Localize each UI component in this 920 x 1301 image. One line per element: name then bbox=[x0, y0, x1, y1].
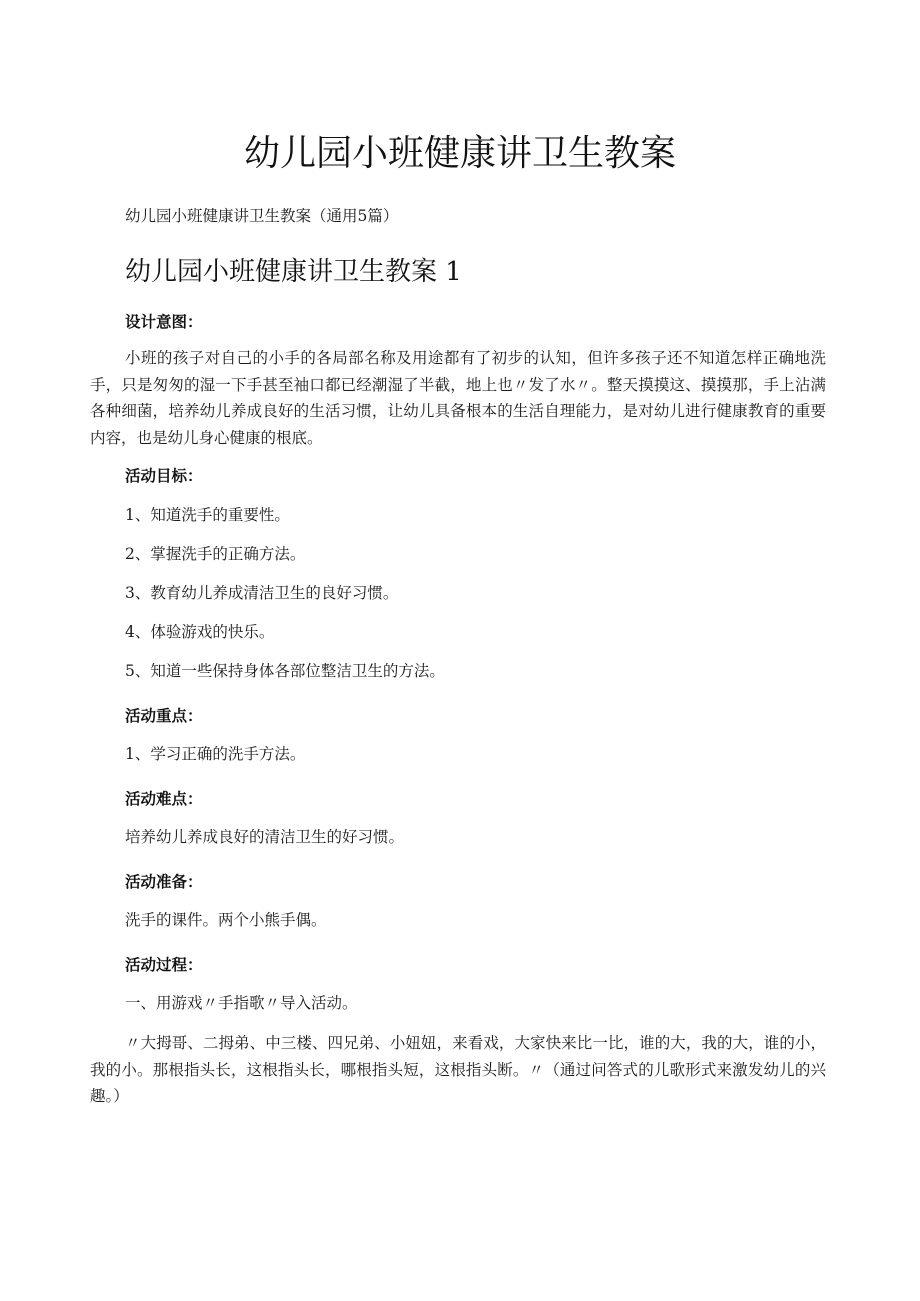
goal-item: 4、体验游戏的快乐。 bbox=[125, 623, 275, 641]
goals-label: 活动目标： bbox=[125, 467, 203, 485]
design-intent-label: 设计意图： bbox=[125, 313, 203, 331]
design-intent-paragraph: 小班的孩子对自己的小手的各局部名称及用途都有了初步的认知，但许多孩子还不知道怎样正确地洗手，只是匆匆的湿一下手甚至袖口都已经潮湿了半截，地上也〃发了水〃。整天摸摸这、摸摸那，手上沾满各种细菌，培养幼儿养成良好的生活习惯，让幼儿具备根本的生活自理能力，是对幼儿进行健康教育的重要内容，也是幼儿身心健康的根底。 bbox=[90, 349, 826, 447]
document-subtitle: 幼儿园小班健康讲卫生教案（通用5篇） bbox=[125, 207, 399, 225]
goal-item: 1、知道洗手的重要性。 bbox=[125, 506, 290, 524]
goal-item: 5、知道一些保持身体各部位整洁卫生的方法。 bbox=[125, 662, 445, 680]
goal-item: 2、掌握洗手的正确方法。 bbox=[125, 545, 306, 563]
section-heading: 幼儿园小班健康讲卫生教案 1 bbox=[125, 257, 462, 287]
process-label: 活动过程： bbox=[125, 956, 203, 974]
key-point-label: 活动重点： bbox=[125, 707, 203, 725]
goal-item: 3、教育幼儿养成清洁卫生的良好习惯。 bbox=[125, 584, 399, 602]
document-title: 幼儿园小班健康讲卫生教案 bbox=[243, 133, 676, 174]
preparation-text: 洗手的课件。两个小熊手偶。 bbox=[125, 911, 327, 929]
process-step-1: 一、用游戏〃手指歌〃导入活动。 bbox=[125, 994, 358, 1012]
difficulty-label: 活动难点： bbox=[125, 790, 203, 808]
difficulty-text: 培养幼儿养成良好的清洁卫生的好习惯。 bbox=[125, 828, 405, 846]
key-point-item: 1、学习正确的洗手方法。 bbox=[125, 745, 306, 763]
preparation-label: 活动准备： bbox=[125, 873, 203, 891]
finger-song-paragraph: 〃大拇哥、二拇弟、中三楼、四兄弟、小妞妞，来看戏，大家快来比一比，谁的大，我的大，谁的小，我的小。那根指头长，这根指头长，哪根指头短，这根指头断。〃（通过问答式的儿歌形式来激发幼儿的兴趣。） bbox=[90, 1034, 826, 1105]
